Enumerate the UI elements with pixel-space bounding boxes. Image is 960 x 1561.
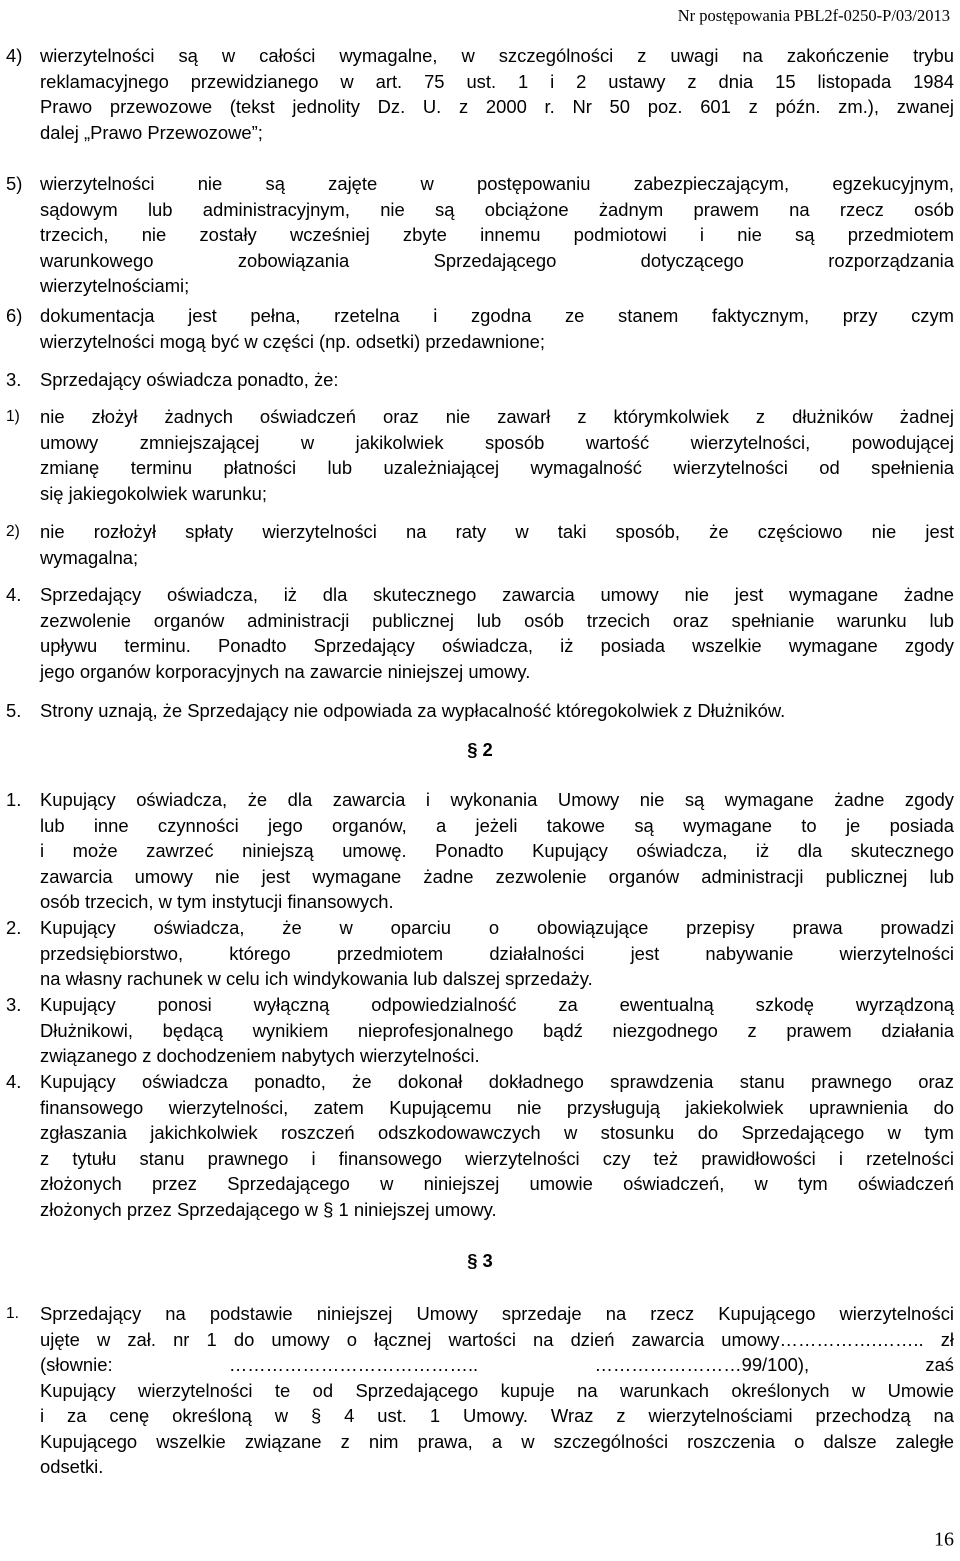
text-line: Kupujący wierzytelności te od Sprzedającego kupuje na warunkach określonych w Umowie xyxy=(40,1379,954,1401)
text-line: dokumentacja jest pełna, rzetelna i zgodna ze stanem faktycznym, przy czym xyxy=(40,305,954,326)
text-line: Kupujący ponosi wyłączną odpowiedzialność za ewentualną szkodę wyrządzoną xyxy=(40,994,954,1015)
text-line: Prawo przewozowe (tekst jednolity Dz. U. z 2000 r. Nr 50 poz. 601 z późn. zm.), zwanej xyxy=(40,96,954,117)
paragraph-text xyxy=(40,787,954,915)
text-line: Sprzedający na podstawie niniejszej Umowy sprzedaje na rzecz Kupującego wierzytelności xyxy=(40,1303,954,1324)
text-line: (słownie: ………………………………….. ……………………99/100), zaś xyxy=(40,1354,954,1375)
text-line: lub inne czynności jego organów, a jeżeli takowe są wymagane to je posiada xyxy=(40,814,954,836)
section-3-paragraph-1 xyxy=(0,1301,960,1480)
page-number: 16 xyxy=(934,1528,954,1551)
item-number: 2) xyxy=(6,523,20,540)
paragraph-number: 4. xyxy=(6,584,22,605)
item-text xyxy=(40,519,954,570)
text-line: zmianę terminu płatności lub uzależniającej wymagalność wierzytelności od spełnienia xyxy=(40,457,954,478)
item-number: 1) xyxy=(6,408,20,425)
paragraph-number: 1. xyxy=(6,1305,19,1322)
text-line: dalej „Prawo Przewozowe”; xyxy=(40,121,263,143)
text-line: Kupujący oświadcza, że dla zawarcia i wykonania Umowy nie są wymagane żadne zgody xyxy=(40,789,954,810)
text-line: umowy zmniejszającej w jakikolwiek sposób wartość wierzytelności, powodującej xyxy=(40,431,954,453)
list-item-5 xyxy=(0,171,960,299)
text-line: zawarcia umowy nie jest wymagane żadne zezwolenie organów administracji publicznej lub xyxy=(40,865,954,887)
text-line: z tytułu stanu prawnego i finansowego wierzytelności czy też prawidłowości i rzetelności xyxy=(40,1147,954,1169)
section-2-paragraph-4 xyxy=(0,1069,960,1222)
text-line: jego organów korporacyjnych na zawarcie niniejszej umowy. xyxy=(40,660,531,682)
text-line: Dłużnikowi, będącą wynikiem nieprofesjonalnego bądź niezgodnego z prawem działania xyxy=(40,1019,954,1041)
item-text xyxy=(40,303,954,354)
paragraph-text xyxy=(40,582,954,684)
text-line: osób trzecich, w tym instytucji finansowych. xyxy=(40,891,394,912)
paragraph-3-item-2 xyxy=(0,519,960,570)
paragraph-text xyxy=(40,992,954,1069)
text-line: wierzytelności mogą być w części (np. odsetki) przedawnione; xyxy=(40,330,545,352)
text-line: się jakiegokolwiek warunku; xyxy=(40,482,267,504)
text-line: przedsiębiorstwo, którego przedmiotem działalności jest nabywanie wierzytelności xyxy=(40,942,954,964)
text-line: reklamacyjnego przewidzianego w art. 75 ust. 1 i 2 ustawy z dnia 15 listopada 1984 xyxy=(40,70,954,92)
text-line: Kupującego wszelkie związane z nim prawa, a w szczególności roszczenia o dalsze zaległe xyxy=(40,1430,954,1452)
text-line: i za cenę określoną w § 4 ust. 1 Umowy. Wraz z wierzytelnościami przechodzą na xyxy=(40,1405,954,1426)
section-heading-2: § 2 xyxy=(467,739,493,760)
section-2-paragraph-1 xyxy=(0,787,960,915)
text-line: sądowym lub administracyjnym, nie są obciążone żadnym prawem na rzecz osób xyxy=(40,198,954,220)
item-number: 5) xyxy=(6,173,23,194)
paragraph-text xyxy=(40,1301,954,1480)
item-number: 6) xyxy=(6,305,23,326)
text-line: odsetki. xyxy=(40,1456,104,1477)
text-line: Kupujący oświadcza, że w oparciu o obowiązujące przepisy prawa prowadzi xyxy=(40,917,954,938)
text-line: trzecich, nie zostały wcześniej zbyte innemu podmiotowi i nie są przedmiotem xyxy=(40,224,954,245)
text-line: finansowego wierzytelności, zatem Kupującemu nie przysługują jakiekolwiek uprawnienia do xyxy=(40,1096,954,1118)
paragraph-number: 2. xyxy=(6,917,22,938)
text-line: zezwolenie organów administracji publicznej lub osób trzecich oraz spełnianie warunku lub xyxy=(40,609,954,631)
paragraph-text xyxy=(40,915,954,992)
item-text xyxy=(40,404,954,506)
paragraph-number: 4. xyxy=(6,1071,22,1092)
text-line: Sprzedający oświadcza, iż dla skutecznego zawarcia umowy nie jest wymagane żadne xyxy=(40,584,954,605)
text-line: wierzytelności są w całości wymagalne, w szczególności z uwagi na zakończenie trybu xyxy=(40,45,954,66)
text-line: wierzytelności nie są zajęte w postępowaniu zabezpieczającym, egzekucyjnym, xyxy=(40,173,954,194)
section-2-paragraph-2 xyxy=(0,915,960,992)
list-item-6 xyxy=(0,303,960,354)
list-item-4 xyxy=(0,43,960,145)
text-line: ujęte w zał. nr 1 do umowy o łącznej wartości na dzień zawarcia umowy…………….…….. zł xyxy=(40,1328,954,1350)
text-line: złożonych przez Sprzedającego w niniejszej umowie oświadczeń, w tym oświadczeń xyxy=(40,1173,954,1194)
paragraph-text xyxy=(40,367,954,393)
paragraph-text xyxy=(40,698,954,724)
text-line: wymagalna; xyxy=(40,546,139,568)
text-line: zgłaszania jakichkolwiek roszczeń odszkodowawczych w stosunku do Sprzedającego w tym xyxy=(40,1122,954,1143)
text-line: upływu terminu. Ponadto Sprzedający oświadcza, iż posiada wszelkie wymagane zgody xyxy=(40,635,954,656)
text-line: Kupujący oświadcza ponadto, że dokonał dokładnego sprawdzenia stanu prawnego oraz xyxy=(40,1071,954,1092)
paragraph-number: 5. xyxy=(6,700,22,721)
text-line: Strony uznają, że Sprzedający nie odpowiada za wypłacalność któregokolwiek z Dłużników. xyxy=(40,700,786,721)
text-line: warunkowego zobowiązania Sprzedającego dotyczącego rozporządzania xyxy=(40,249,954,271)
paragraph-5 xyxy=(0,698,960,724)
item-text xyxy=(40,171,954,299)
text-line: złożonych przez Sprzedającego w § 1 niniejszej umowy. xyxy=(40,1198,497,1220)
text-line: Sprzedający oświadcza ponadto, że: xyxy=(40,369,339,390)
paragraph-number: 1. xyxy=(6,789,22,810)
text-line: nie rozłożył spłaty wierzytelności na raty w taki sposób, że częściowo nie jest xyxy=(40,521,954,542)
paragraph-3-item-1 xyxy=(0,404,960,506)
paragraph-number: 3. xyxy=(6,369,22,390)
text-line: związanego z dochodzeniem nabytych wierzytelności. xyxy=(40,1045,480,1066)
paragraph-3 xyxy=(0,367,960,393)
document-header: Nr postępowania PBL2f-0250-P/03/2013 xyxy=(677,6,950,25)
paragraph-number: 3. xyxy=(6,994,22,1015)
text-line: i może zawrzeć niniejszą umowę. Ponadto Kupujący oświadcza, iż dla skutecznego xyxy=(40,840,954,861)
item-text xyxy=(40,43,954,145)
text-line: nie złożył żadnych oświadczeń oraz nie zawarł z którymkolwiek z dłużników żadnej xyxy=(40,406,954,427)
section-2-paragraph-3 xyxy=(0,992,960,1069)
paragraph-text xyxy=(40,1069,954,1222)
text-line: wierzytelnościami; xyxy=(40,275,190,296)
item-number: 4) xyxy=(6,45,23,66)
section-heading-3: § 3 xyxy=(467,1250,493,1271)
text-line: na własny rachunek w celu ich windykowania lub dalszej sprzedaży. xyxy=(40,968,593,989)
paragraph-4 xyxy=(0,582,960,684)
